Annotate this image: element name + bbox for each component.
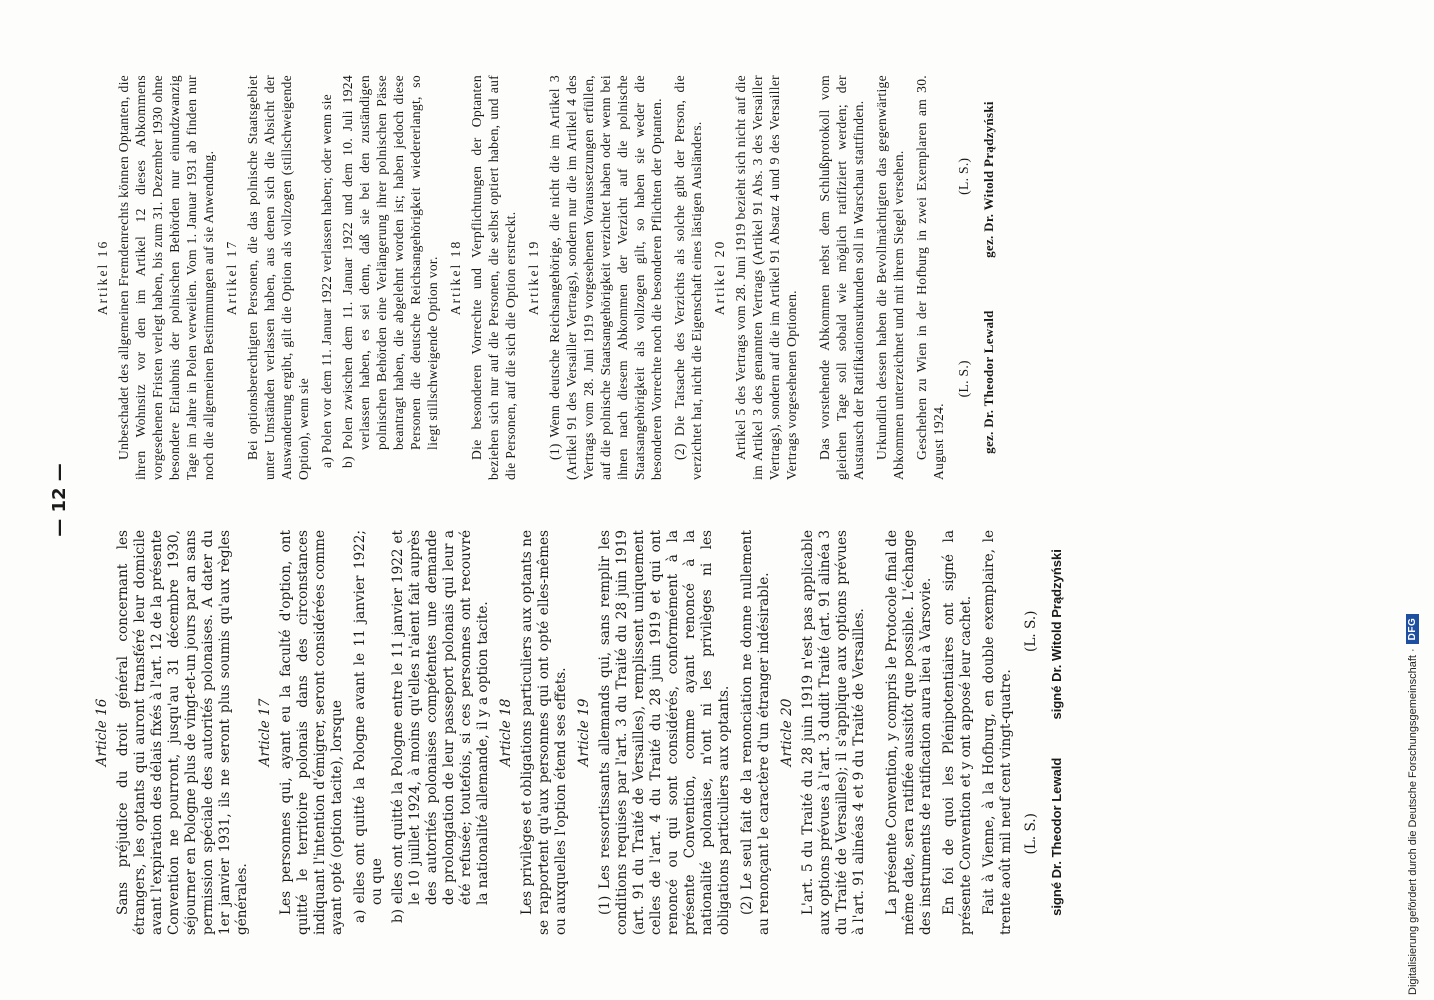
french-column (88, 530, 1278, 935)
fr-article-17-heading: Article 17 (257, 698, 273, 767)
fr-seal-left: (L. S.) (1023, 813, 1039, 855)
digitization-credit-text: Digitalisierung gefördert durch die Deutsche Forschungsgemeinschaft · (1406, 648, 1419, 995)
fr-final-ratification: La présente Convention, y compris le Protocole final de même date, sera ratifiée aussitôt que possible. L'échange des instruments de ratification aura lieu à Varsovie. (884, 530, 934, 935)
fr-final-signature-clause: En foi de quoi les Plénipotentiaires ont signé la présente Convention et y ont apposé leur cachet. (941, 530, 974, 935)
de-signature-pradzynski: gez. Dr. Witold Prądzyński (981, 101, 996, 258)
de-article-19-heading: Artikel 19 (526, 239, 541, 316)
fr-article-19-para-2: (2) Le seul fait de la renonciation ne donne nullement au renonçant le caractère d'un étranger indésirable. (739, 530, 772, 935)
fr-seal-right: (L. S.) (1023, 610, 1039, 652)
de-seals (955, 75, 972, 480)
de-article-19-para-2: (2) Die Tatsache des Verzichts als solche gibt der Person, die verzichtet hat, nicht die Eigenschaft eines lästigen Ausländers. (672, 75, 704, 480)
de-article-18-text: Die besonderen Vorrechte und Verpflichtungen der Optanten beziehen sich nur auf die Personen, die selbst optiert haben, und auf die Personen, auf die sich die Option erstreckt. (469, 75, 518, 480)
de-article-20-heading: Artikel 20 (712, 239, 727, 316)
de-article-19-para-1: (1) Wenn deutsche Reichsangehörige, die nicht die im Artikel 3 (Artikel 91 des Versailler Vertrags), sondern nur die im Artikel 4 des Vertrags vom 28. Juni 1919 vorgesehenen Voraussetzungen erfüllen, auf die polnische Staatsangehörigkeit verzichtet haben oder wenn bei ihnen nach diesem Abkommen der Verzicht auf die polnische Staatsangehörigkeit als vollzogen gilt, so haben sie weder die besonderen Vorrechte noch die besonderen Pflichten der Optanten. (547, 75, 664, 480)
fr-article-17-text: Les personnes qui, ayant eu la faculté d'option, ont quitté le territoire polonais dans des circonstances indiquant l'intention d'émigrer, seront considérées comme ayant opté (option tacite), lorsque (278, 530, 345, 935)
de-article-17-heading: Artikel 17 (224, 239, 239, 316)
fr-signatures (1048, 530, 1065, 935)
fr-final-place-date: Fait à Vienne, à la Hofburg, en double exemplaire, le trente août mil neuf cent vingt-quatre. (981, 530, 1014, 935)
fr-article-19-para-1: (1) Les ressortissants allemands qui, sans remplir les conditions requises par l'art. 3 du Traité du 28 juin 1919 (art. 91 du Traité de Versailles), remplissent uniquement celles de l'art. 4 du Traité du 28 juin 1919 et qui ont renoncé ou qui sont considérés, conformément à la présente Convention, comme ayant renoncé à la nationalité polonaise, n'ont ni les privilèges ni les obligations particuliers aux optants. (597, 530, 732, 935)
de-signatures (980, 75, 997, 480)
de-seal-left: (L. S.) (956, 360, 971, 398)
de-article-18-heading: Artikel 18 (448, 239, 463, 316)
de-seal-right: (L. S.) (956, 157, 971, 195)
fr-article-16-heading: Article 16 (94, 698, 110, 767)
fr-article-18-heading: Article 18 (498, 698, 514, 767)
de-final-place-date: Geschehen zu Wien in der Hofburg in zwei Exemplaren am 30. August 1924. (914, 75, 946, 480)
rotated-content (40, 65, 1280, 935)
fr-article-20-heading: Article 20 (779, 698, 795, 767)
de-article-17-item-b: b) Polen zwischen dem 11. Januar 1922 und dem 10. Juli 1924 verlassen haben, es sei denn, daß sie bei den zuständigen polnischen Behörden eine Verlängerung ihrer polnischen Pässe beantragt haben, die abgelehnt worden ist; haben jedoch diese Personen die deutsche Reichsangehörigkeit wiedererlangt, so liegt stillschweigende Option vor. (340, 75, 440, 468)
de-article-20-text: Artikel 5 des Vertrags vom 28. Juni 1919 bezieht sich nicht auf die im Artikel 3 des genannten Vertrags (Artikel 91 Abs. 3 des Versailler Vertrags), sondern auf die im Artikel 91 Absatz 4 und 9 des Versailler Vertrags vorgesehenen Optionen. (733, 75, 799, 480)
fr-article-16-text: Sans préjudice du droit général concernant les étrangers, les optants qui auront transféré leur domicile avant l'expiration des délais fixés à l'art. 12 de la présente Convention ne pourront, jusqu'au 31 décembre 1930, séjourner en Pologne plus de vingt-et-un jours par an sans permission spéciale des autorités polonaises. A dater du 1er janvier 1931, ils ne seront plus soumis qu'aux règles générales. (115, 530, 250, 935)
de-article-17-text: Bei optionsberechtigten Personen, die das polnische Staatsgebiet unter Umständen verlassen haben, aus denen sich die Absicht der Auswanderung ergibt, gilt die Option als vollzogen (stillschweigende Option), wenn sie (245, 75, 311, 480)
page-number: — 12 — (49, 463, 70, 537)
digitization-credit (1406, 614, 1419, 995)
fr-article-17-item-b: b) elles ont quitté la Pologne entre le 11 janvier 1922 et le 10 juillet 1924, à moins qu'elles n'aient fait auprès des autorités polonaises compétentes une demande de prolongation de leur passeport polonais qui leur a été refusée; toutefois, si ces personnes ont recouvré la nationalité allemande, il y a option tacite. (390, 530, 491, 923)
de-article-16-heading: Artikel 16 (95, 239, 110, 316)
de-article-16-text: Unbeschadet des allgemeinen Fremdenrechts können Optanten, die ihren Wohnsitz vor den im Artikel 12 dieses Abkommens vorgesehenen Fristen verlegt haben, bis zum 31. Dezember 1930 ohne besondere Erlaubnis der polnischen Behörden nur einundzwanzig Tage im Jahre in Polen verweilen. Vom 1. Januar 1931 ab finden nur noch die allgemeinen Bestimmungen auf sie Anwendung. (116, 75, 216, 480)
fr-article-19-heading: Article 19 (576, 698, 592, 767)
de-final-signature-clause: Urkundlich dessen haben die Bevollmächtigten das gegenwärtige Abkommen unterzeichnet und mit ihrem Siegel versehen. (874, 75, 906, 480)
fr-article-17-item-a: a) elles ont quitté la Pologne avant le 11 janvier 1922; ou que (352, 530, 385, 923)
fr-article-20-text: L'art. 5 du Traité du 28 juin 1919 n'est pas applicable aux options prévues à l'art. 3 dudit Traité (art. 91 alinéa 3 du Traité de Versailles); il s'applique aux options prévues à l'art. 91 alinéas 4 et 9 du Traité de Versailles. (800, 530, 867, 935)
fr-signature-pradzynski: signé Dr. Witold Prądzyński (1049, 549, 1064, 720)
fr-seals (1023, 530, 1040, 935)
dfg-logo: DFG (1406, 614, 1419, 645)
german-column (88, 75, 1278, 480)
fr-article-18-text: Les privilèges et obligations particuliers aux optants ne se rapportent qu'aux personnes qui ont opté elles-mêmes ou auxquelles l'option étend ses effets. (519, 530, 569, 935)
de-article-17-item-a: a) Polen vor dem 11. Januar 1922 verlassen haben; oder wenn sie (319, 94, 334, 468)
de-final-ratification: Das vorstehende Abkommen nebst dem Schlußprotokoll vom gleichen Tage soll sobald wie möglich ratifiziert werden; der Austausch der Ratifikationsurkunden soll in Warschau stattfinden. (817, 75, 866, 480)
de-signature-lewald: gez. Dr. Theodor Lewald (981, 310, 996, 454)
fr-signature-lewald: signé Dr. Theodor Lewald (1049, 757, 1064, 916)
